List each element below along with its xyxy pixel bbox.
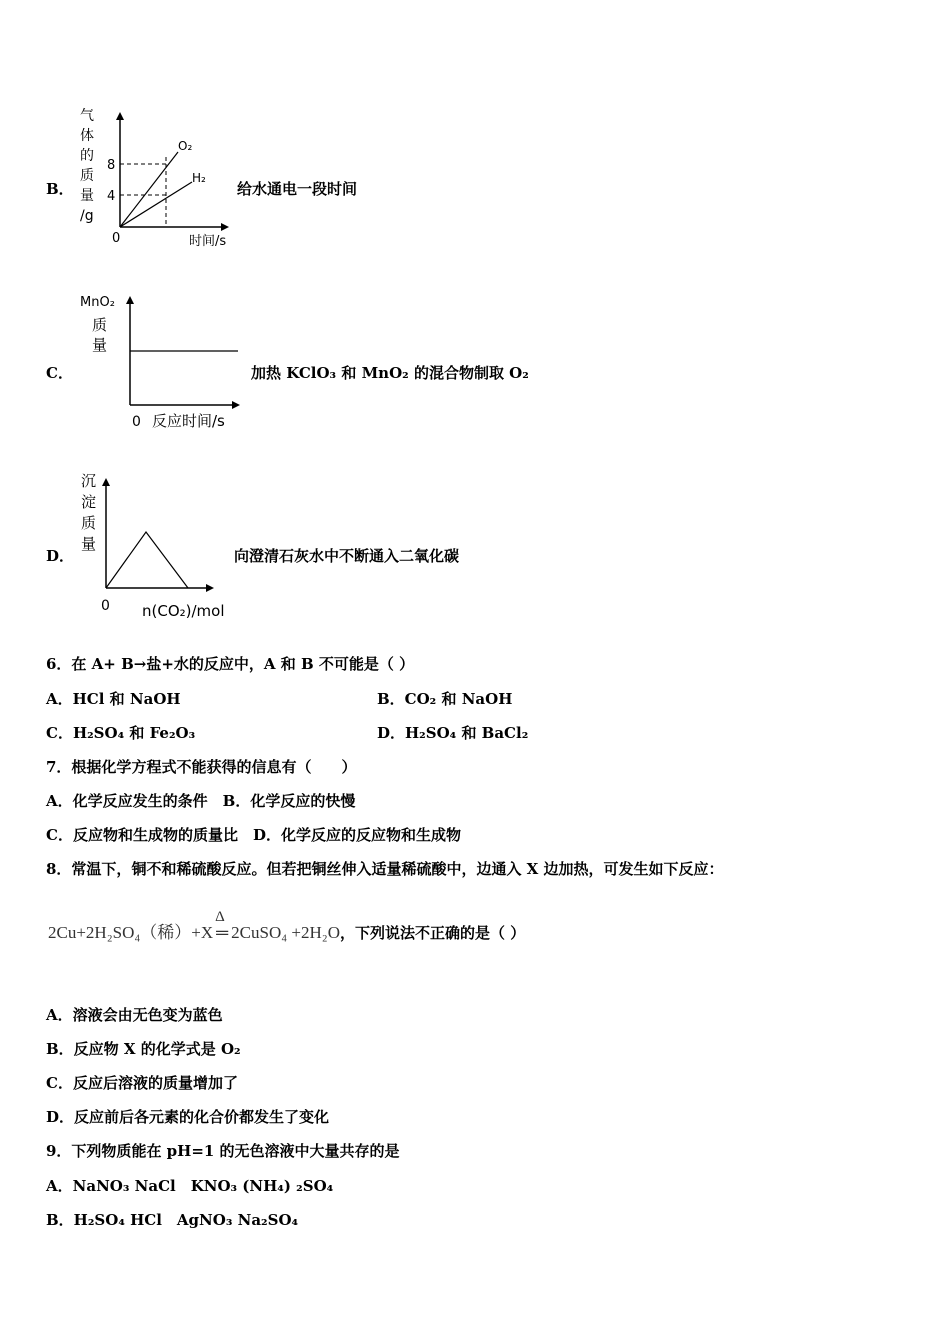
graph-d-description: 向澄清石灰水中不断通入二氧化碳 bbox=[234, 547, 460, 565]
graph-d-data-line bbox=[106, 532, 188, 588]
q8-eq-left: 2Cu+2H₂SO₄（稀）+X bbox=[48, 923, 214, 942]
q8-eq-condition: Δ bbox=[215, 909, 225, 925]
graph-c-ylabel-top: MnO₂ bbox=[80, 295, 115, 310]
q8-eq-tail: ，下列说法不正确的是（ ） bbox=[339, 924, 526, 942]
q6-stem: 6．在 A+ B→盐+水的反应中，A 和 B 不可能是（ ） bbox=[46, 655, 415, 673]
graph-c-origin: 0 bbox=[132, 414, 141, 430]
graph-b-tick-8: 8 bbox=[107, 158, 116, 173]
graph-d-y-arrow bbox=[102, 478, 110, 486]
q9-stem: 9．下列物质能在 pH=1 的无色溶液中大量共存的是 bbox=[46, 1142, 400, 1160]
graph-b-description: 给水通电一段时间 bbox=[237, 180, 358, 198]
graph-d-precipitate bbox=[76, 470, 246, 625]
graph-c-mno2 bbox=[78, 290, 258, 435]
graph-d-xlabel: n(CO₂)/mol bbox=[142, 602, 225, 620]
q9-option-b: B．H₂SO₄ HCl AgNO₃ Na₂SO₄ bbox=[46, 1211, 299, 1229]
graph-b-xlabel: 时间/s bbox=[189, 234, 227, 249]
graph-b-ylabel: 气体的质量/g bbox=[80, 108, 94, 224]
graph-d-ylabel: 沉淀质量 bbox=[81, 472, 97, 553]
graph-b-tick-4: 4 bbox=[107, 189, 116, 204]
graph-b-o2-label: O₂ bbox=[178, 139, 193, 153]
graph-b-electrolysis bbox=[70, 102, 240, 252]
q6-option-a: A．HCl 和 NaOH bbox=[46, 690, 181, 708]
q8-eq-arrow: Δ ═ bbox=[215, 909, 229, 942]
q8-equation bbox=[48, 909, 526, 943]
graph-b-h2-line bbox=[120, 182, 192, 227]
option-c-label: C． bbox=[46, 364, 73, 382]
q7-options-cd: C．反应物和生成物的质量比 D．化学反应的反应物和生成物 bbox=[46, 826, 461, 844]
q8-option-a: A．溶液会由无色变为蓝色 bbox=[46, 1006, 223, 1024]
graph-b-y-arrow bbox=[116, 112, 124, 120]
graph-c-x-arrow bbox=[232, 401, 240, 409]
option-d-label: D． bbox=[46, 547, 75, 565]
q6-option-d: D．H₂SO₄ 和 BaCl₂ bbox=[377, 724, 529, 742]
graph-d-origin: 0 bbox=[101, 598, 110, 614]
q9-option-a: A．NaNO₃ NaCl KNO₃ (NH₄) ₂SO₄ bbox=[46, 1177, 334, 1195]
graph-b-origin: 0 bbox=[112, 231, 121, 246]
q7-stem: 7．根据化学方程式不能获得的信息有（ ） bbox=[46, 758, 357, 776]
option-b-label: B． bbox=[46, 180, 74, 198]
q8-eq-right: 2CuSO₄ +2H₂O bbox=[231, 923, 340, 942]
graph-c-y-arrow bbox=[126, 296, 134, 304]
q7-options-ab: A．化学反应发生的条件 B．化学反应的快慢 bbox=[46, 792, 356, 810]
q8-stem: 8．常温下，铜不和稀硫酸反应。但若把铜丝伸入适量稀硫酸中，边通入 X 边加热，可发生如下反应： bbox=[46, 860, 724, 878]
q8-option-b: B．反应物 X 的化学式是 O₂ bbox=[46, 1040, 241, 1058]
graph-c-ylabel: 质量 bbox=[92, 316, 108, 354]
graph-b-h2-label: H₂ bbox=[192, 171, 206, 185]
graph-b-o2-line bbox=[120, 152, 178, 227]
graph-c-description: 加热 KClO₃ 和 MnO₂ 的混合物制取 O₂ bbox=[251, 364, 529, 382]
q8-option-d: D．反应前后各元素的化合价都发生了变化 bbox=[46, 1108, 330, 1126]
q8-option-c: C．反应后溶液的质量增加了 bbox=[46, 1074, 238, 1092]
q6-option-c: C．H₂SO₄ 和 Fe₂O₃ bbox=[46, 724, 196, 742]
graph-b-x-arrow bbox=[221, 223, 229, 231]
q6-option-b: B．CO₂ 和 NaOH bbox=[377, 690, 513, 708]
graph-d-x-arrow bbox=[206, 584, 214, 592]
graph-c-xlabel: 反应时间/s bbox=[152, 412, 225, 430]
